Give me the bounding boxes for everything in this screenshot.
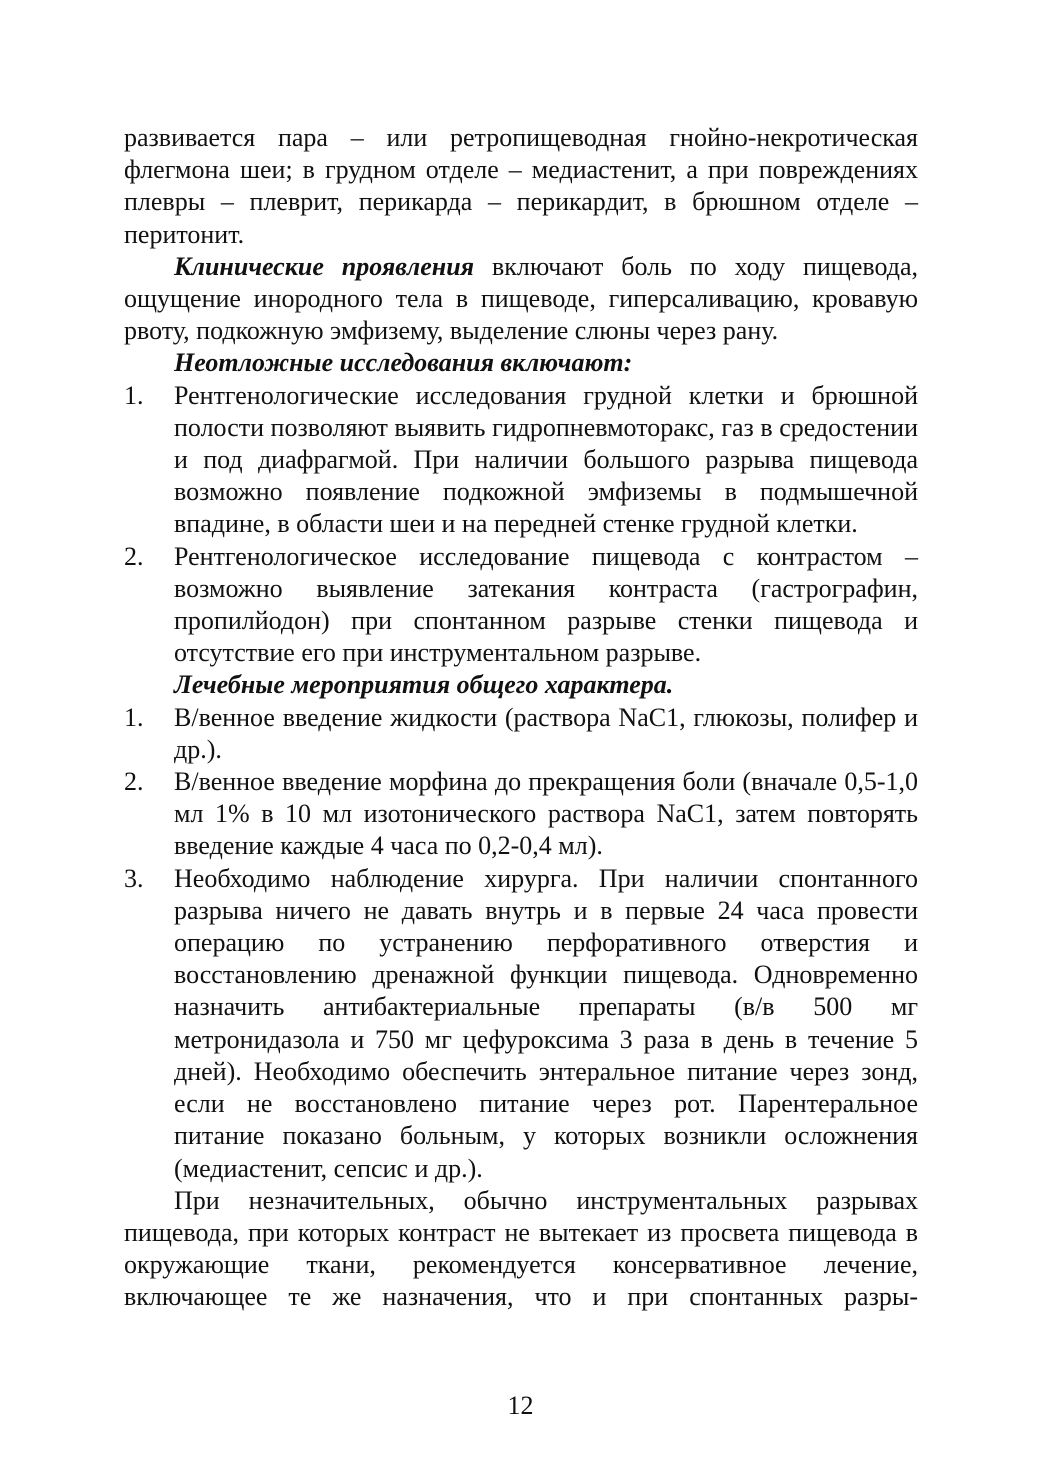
paragraph-clinical	[124, 251, 918, 348]
list-item-text: В/венное введение морфина до прекращения боли (вначале 0,5-1,0 мл 1% в 10 мл изотонического раствора NaC1, затем повторять введение каждые 4 часа по 0,2-0,4 мл).	[174, 767, 918, 861]
list-item-number: 2.	[124, 767, 144, 797]
list-item-number: 3.	[124, 863, 144, 893]
clinical-text: включают боль по ходу пищевода, ощущение инородного тела в пищеводе, гиперсаливацию, кровавую рвоту, подкожную эмфизему, выделение слюны через рану.	[124, 251, 918, 346]
list-item-number: 1.	[124, 702, 144, 732]
list-item	[124, 380, 918, 541]
urgent-heading: Неотложные исследования включают:	[174, 348, 633, 378]
treatment-heading: Лечебные мероприятия общего характера.	[174, 670, 674, 700]
list-item-number: 2.	[124, 541, 144, 571]
list-item	[124, 702, 918, 766]
urgent-list	[124, 380, 918, 670]
paragraph-final: При незначительных, обычно инструментальных разрывах пищевода, при которых контраст не вытекает из просвета пищевода в окружающие ткани, рекомендуется консервативное лечение, включающее те же назначения, что и при спонтанных разры-	[124, 1185, 918, 1312]
list-item	[124, 766, 918, 863]
list-item-text: Необходимо наблюдение хирурга. При наличии спонтанного разрыва ничего не давать внутрь и в первые 24 часа провести операцию по устранению перфоративного отверстия и восстановлению дренажной функции пищевода. Одновременно назначить антибактериальные препараты (в/в 500 мг метронидазола и 750 мг цефуроксима 3 раза в день в течение 5 дней). Необходимо обеспечить энтеральное питание через зонд, если не восстановлено питание через рот. Парентеральное питание показано больным, у которых возникли осложнения (медиастенит, сепсис и др.).	[174, 863, 918, 1183]
list-item	[124, 863, 918, 1185]
list-item-text: В/венное введение жидкости (раствора NaC1, глюкозы, полифер и др.).	[174, 702, 918, 764]
list-item-number: 1.	[124, 380, 144, 410]
clinical-lead: Клинические проявления	[174, 251, 475, 281]
list-item-text: Рентгенологические исследования грудной клетки и брюшной полости позволяют выявить гидропневмоторакс, газ в средостении и под диафрагмой. При наличии большого разрыва пищевода возможно появление подкожной эмфиземы в подмышечной впадине, в области шеи и на передней стенке грудной клетки.	[174, 380, 918, 539]
page-number: 12	[507, 1391, 534, 1420]
treatment-list	[124, 702, 918, 1185]
list-item-text: Рентгенологическое исследование пищевода с контрастом – возможно выявление затекания контраста (гастрографин, пропилйодон) при спонтанном разрыве стенки пищевода и отсутствие его при инструментальном разрыве.	[174, 541, 918, 668]
document-page	[124, 122, 918, 1314]
paragraph-intro: развивается пара – или ретропищеводная гнойно-некротическая флегмона шеи; в грудном отделе – медиастенит, а при повреждениях плевры – плеврит, перикарда – перикардит, в брюшном отделе – перитонит.	[124, 123, 918, 249]
list-item	[124, 541, 918, 670]
